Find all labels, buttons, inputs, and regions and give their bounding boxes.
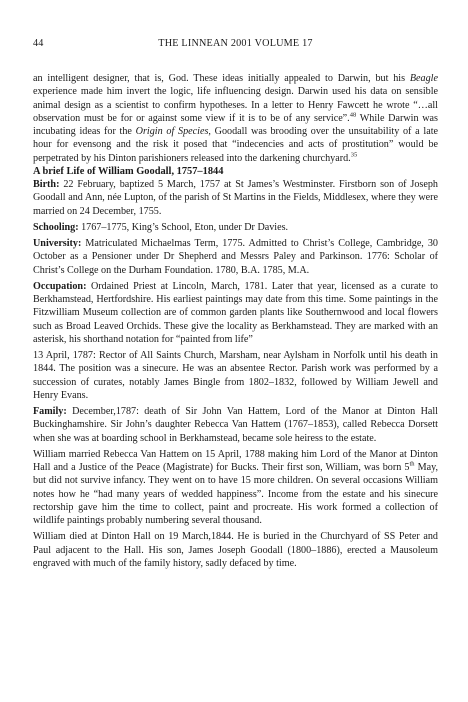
journal-title: THE LINNEAN 2001 VOLUME 17 (158, 38, 313, 49)
marriage-paragraph: William married Rebecca Van Hattem on 15 April, 1788 making him Lord of the Manor at Dinton Hall and a Justice of the Peace (Magistrate) for Bucks. Their first son, William, was born 5th May, but did not survive infancy. They went on to have 15 more children. On several occasions William notes how he “had many years of wedded happiness”. Income from the estate and his sinecure rectorship gave him the time to collect, paint and procreate. His work formed a collection of wildlife paintings probably numbering several thousand. (33, 448, 439, 526)
footnote-ref-48: 48 (349, 111, 357, 119)
intro-paragraph: an intelligent designer, that is, God. These ideas initially appealed to Darwin, but his Beagle experience made him invert the logic, life influencing design. Darwin used his data on sensible animal design as a scientist to confirm hypotheses. In a letter to Henry Fawcett he wrote “…all observation must be for or against some view if it is to be of any service”.$^{48}$ While Darwin was incubating ideas for the Origin of Species, Goodall was brooding over the unsuitability of a late hour for evensong and the risk it posed that “indecencies and acts of prostitution” would be perpetrated by his Dinton parishioners released into the darkening churchyard.$^{35}$ (33, 73, 439, 164)
page-number: 44 (33, 38, 44, 49)
footnote-ref-35: 35 (350, 151, 358, 159)
ordinal-suffix: th (409, 460, 415, 468)
death-paragraph: William died at Dinton Hall on 19 March,1844. He is buried in the Churchyard of SS Peter and Paul adjacent to the Hall. His son, James Joseph Goodall (1800–1886), erected a Mausoleum engraved with much of the family history, sadly defaced by time. (33, 531, 438, 569)
body-text (33, 72, 438, 570)
beagle-italic: Beagle (409, 73, 438, 84)
family-label: Family: (33, 406, 67, 417)
origin-italic: Origin of Species (135, 126, 209, 137)
section-heading: A brief Life of William Goodall, 1757–1844 (33, 165, 224, 177)
university-label: University: (33, 238, 82, 249)
occupation-entry: Occupation: Ordained Priest at Lincoln, March, 1781. Later that year, licensed as a curate to Berkhamstead, Hertfordshire. His earliest paintings may date from this time. Some paintings in the Fitzwilliam Museum collection are of common garden plants like Southernwood and local flowers such as Broad Leaved Orchids. These give the locality as Berkhamstead. They are marked with an asterisk, his shorthand notation for “painted from life” (33, 280, 438, 345)
birth-entry: Birth: 22 February, baptized 5 March, 1757 at St James’s Westminster. Firstborn son of Joseph Goodall and Ann, née Lupton, of the parish of St Martins in the Fields, Middlesex, where they were married on 24 December, 1755. (33, 179, 438, 217)
schooling-entry: Schooling: 1767–1775, King’s School, Eton, under Dr Davies. (33, 221, 289, 233)
schooling-label: Schooling: (33, 221, 79, 233)
university-entry: University: Matriculated Michaelmas Term, 1775. Admitted to Christ’s College, Cambridge, 30 October as a Pensioner under Dr Shepherd and Messrs Paley and Parkinson. 1776: Scholar of Christ’s College on the Durham Foundation. 1780, B.A. 1785, M.A. (33, 238, 438, 276)
rector-paragraph: 13 April, 1787: Rector of All Saints Church, Marsham, near Aylsham in Norfolk until his death in 1844. The position was a sinecure. He was an absentee Rector. Parish work was performed by a succession of curates, notably James Bingle from 1802–1832, followed by William Jewell and Henry Evans. (33, 350, 438, 401)
birth-label: Birth: (33, 179, 60, 190)
family-entry: Family: December,1787: death of Sir John Van Hattem, Lord of the Manor at Dinton Hall Buckinghamshire. Sir John’s daughter Rebecca Van Hattem (1767–1853), called Rebecca Dorsett when she was at boarding school in Berkhamstead, became sole heiress to the estate. (33, 406, 438, 444)
occupation-label: Occupation: (33, 280, 87, 292)
running-header (33, 38, 438, 54)
